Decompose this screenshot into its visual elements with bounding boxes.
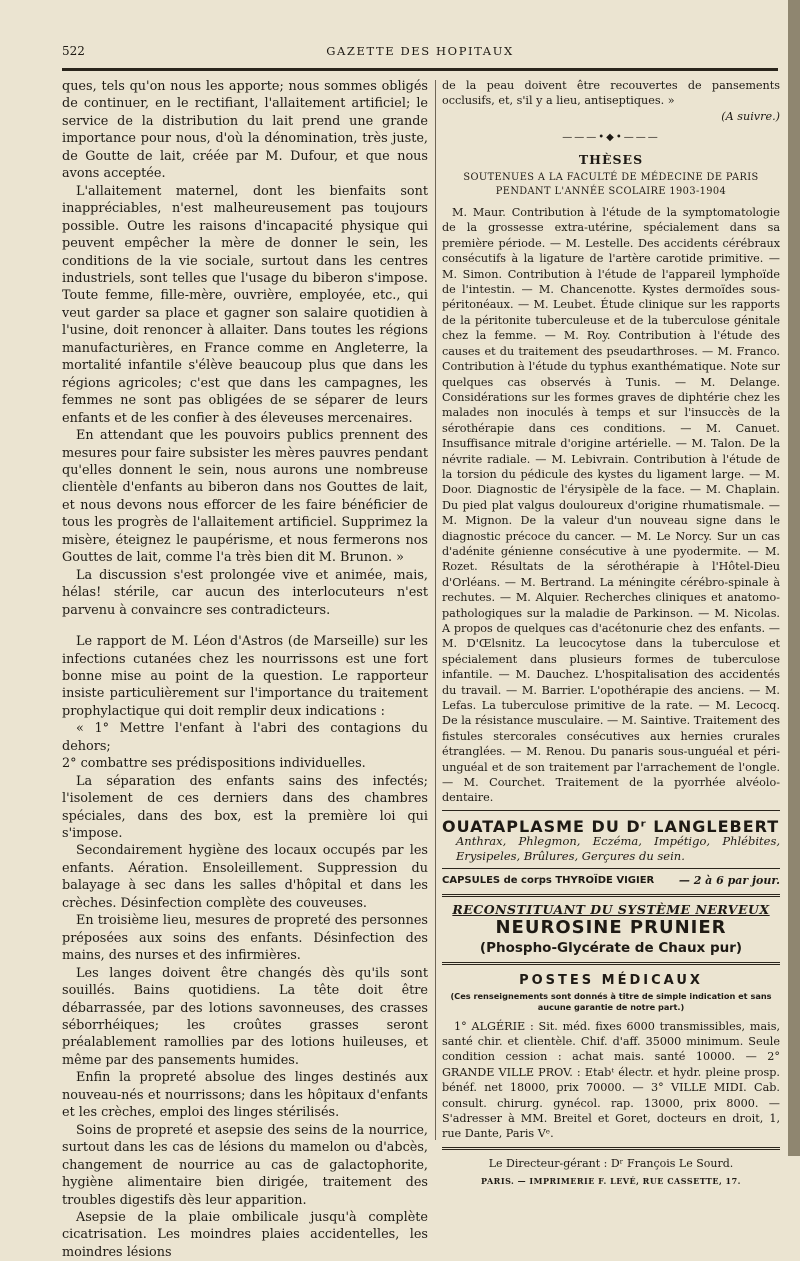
paragraph: 2° combattre ses prédispositions individuelles. — [62, 756, 366, 772]
imprimerie: PARIS. — IMPRIMERIE F. LEVÉ, RUE CASSETTE, 17. — [481, 1176, 741, 1187]
page-header — [62, 44, 778, 64]
paragraph: La séparation des enfants sains des infectés; l'isolement de ces derniers dans des chambres spéciales, dans des box, est la première loi qui s'impose. — [62, 773, 428, 842]
postes-list: 1° ALGÉRIE : Sit. méd. fixes 6000 transmissibles, mais, santé chir. et clientèle. Chif. d'aff. 35000 minimum. Seule condition cession : achat mais. santé 10000. — 2° GRANDE VILLE PROV. : Etabᵗ électr. et hydr. pleine prosp. bénéf. net 18000, prix 70000. — 3° VILLE MIDI. Cab. consult. chirurg. gynécol. rap. 13000, prix 8000. — S'adresser à MM. Breitel et Goret, docteurs en droit, 1, rue Dante, Paris Vᵉ. — [442, 1019, 780, 1141]
theses-title: THÈSES — [578, 151, 644, 167]
paragraph: ques, tels qu'on nous les apporte; nous sommes obligés de continuer, en le rectifiant, l'allaitement artificiel; le service de la distribution du lait prend une grande importance pour nous, d'où la dénomination, très juste, de Goutte de lait, créée par M. Dufour, et que nous avons acceptée. — [62, 79, 428, 182]
paragraph: Soins de propreté et asepsie des seins de la nourrice, surtout dans les cas de lésions du mamelon ou d'abcès, changement de nourrice au cas de galactophorite, hygiène alimentaire bien dirigée, traitement des troubles digestifs dès leur apparition. — [62, 1122, 428, 1208]
ad-neurosine-line3: (Phospho-Glycérate de Chaux pur) — [479, 940, 743, 957]
page-number: 522 — [62, 44, 85, 58]
ad-neurosine-line1: RECONSTITUANT DU SYSTÈME NERVEUX — [452, 901, 770, 917]
paragraph: Le rapport de M. Léon d'Astros (de Marseille) sur les infections cutanées chez les nourrissons est une fort bonne mise au point de la question. Le rapporteur insiste particulièrement sur l'importance du traitement prophylactique qui doit remplir deux indications : — [62, 634, 428, 719]
header-rule — [62, 68, 778, 71]
double-divider — [442, 1147, 780, 1150]
ad-neurosine — [442, 902, 780, 957]
page-edge — [788, 0, 800, 1156]
theses-body — [442, 205, 780, 806]
double-divider — [442, 962, 780, 965]
a-suivre: (A suivre.) — [721, 109, 780, 123]
theses-list: M. Maur. Contribution à l'étude de la symptomatologie de la grossesse extra-utérine, spécialement dans sa première période. — M. Lestelle. Des accidents cérébraux consécutifs à la ligature de l'artère carotide primitive. — M. Simon. Contribution à l'étude de l'appareil lymphoïde de l'intestin. — M. Chancenotte. Kystes dermoïdes sous-péritonéaux. — M. Leubet. Étude clinique sur les rapports de la péritonite tuberculeuse et de la tuberculose génitale chez la femme. — M. Roy. Contribution à l'étude des causes et du traitement des pseudarthroses. — M. Franco. Contribution à l'étude du typhus exanthématique. Note sur quelques cas observés à Tunis. — M. Delange. Considérations sur les formes graves de diphtérie chez les malades non inoculés à temps et sur l'insuccès de la sérothérapie dans ces conditions. — M. Canuet. Insuffisance mitrale d'origine artérielle. — M. Talon. De la névrite radiale. — M. Lebivrain. Contribution à l'étude de la torsion du pédicule des kystes du ligament large. — M. Door. Diagnostic de l'érysipèle de la face. — M. Chaplain. Du pied plat valgus douloureux d'origine rhumatismale. — M. Mignon. De la valeur d'un nouveau signe dans le diagnostic précoce du cancer. — M. Le Norcy. Sur un cas d'adénite génienne consécutive à une pyodermite. — M. Rozet. Résultats de la sérothérapie à l'Hôtel-Dieu d'Orléans. — M. Bertrand. La méningite cérébro-spinale à rechutes. — M. Alquier. Recherches cliniques et anatomo-pathologiques sur la maladie de Parkinson. — M. Nicolas. A propos de quelques cas d'acétonurie chez des enfants. — M. D'Œlsnitz. La leucocytose dans la tuberculose et spécialement dans plusieurs formes de tuberculose infantile. — M. Dauchez. L'hospitalisation des accidentés du travail. — M. Barrier. L'opothérapie des anciens. — M. Lefas. La tuberculose primitive de la rate. — M. Lecocq. De la résistance musculaire. — M. Saintive. Traitement des fistules stercorales consécutives aux hernies crurales étranglées. — M. Renou. Du panaris sous-unguéal et péri-unguéal et de son traitement par l'arrachement de l'ongle. — M. Courchet. Traitement de la pyorrhée alvéolo-dentaire. — [442, 206, 780, 805]
paragraph: « 1° Mettre l'enfant à l'abri des contagions du dehors; — [62, 721, 428, 754]
divider — [442, 810, 780, 811]
postes-subtitle: (Ces renseignements sont donnés à titre de simple indication et sans aucune garantie de notre part.) — [450, 990, 772, 1012]
ad-neurosine-line2: NEUROSINE PRUNIER — [495, 917, 727, 939]
paragraph: L'allaitement maternel, dont les bienfaits sont inappréciables, n'est malheureusement pas toujours possible. Outre les raisons d'incapacité physique qui peuvent empêcher la mère de donner le sein, les conditions de la vie sociale, surtout dans les centres industriels, sont telles que l'usage du biberon s'impose. Toute femme, fille-mère, ouvrière, employée, etc., qui veut garder sa place et gagner son salaire quotidien à l'usine, doit renoncer à allaiter. Dans toutes les régions manufacturières, en France comme en Angleterre, la mortalité infantile s'élève beaucoup plus que dans les régions agricoles; c'est que dans les campagnes, les femmes ne sont pas obligées de se séparer de leurs enfants et de les confier à des éleveuses mercenaires. — [62, 183, 428, 426]
continuation-text: de la peau doivent être recouvertes de pansements occlusifs, et, s'il y a lieu, antiseptiques. » — [442, 79, 780, 108]
theses-subtitle-line: SOUTENUES A LA FACULTÉ DE MÉDECINE DE PARIS — [463, 172, 759, 184]
postes-title: POSTES MÉDICAUX — [519, 973, 703, 989]
paragraph: Les langes doivent être changés dès qu'ils sont souillés. Bains quotidiens. La tête doit être débarrassée, par des lotions savonneuses, des crasses séborrhéiques; les croûtes grasses seront préalablement ramollies par des lotions huileuses, et même par des pansements humides. — [62, 965, 428, 1068]
paragraph: En troisième lieu, mesures de propreté des personnes préposées aux soins des enfants. Désinfection des mains, des nurses et des infirmières. — [62, 913, 428, 964]
ad-capsules-text: CAPSULES de corps THYROÏDE VIGIER — [442, 875, 655, 887]
ad-ouataplasme-headline: OUATAPLASME DU Dʳ LANGLEBERT — [442, 816, 780, 836]
column-separator — [435, 80, 436, 1140]
directeur-gerant: Le Directeur-gérant : Dʳ François Le Sourd. — [488, 1156, 734, 1170]
ornament-divider: ———•◆•——— — [562, 132, 660, 144]
ad-ouataplasme — [442, 816, 780, 864]
theses-subtitle-line: PENDANT L'ANNÉE SCOLAIRE 1903-1904 — [495, 186, 727, 198]
double-divider — [442, 894, 780, 897]
divider — [442, 868, 780, 869]
ad-ouataplasme-subtitle: Anthrax, Phlegmon, Eczéma, Impétigo, Phlébites, Erysipeles, Brûlures, Gerçures du sein. — [456, 834, 780, 864]
left-column — [62, 78, 428, 1260]
theses-subtitle — [442, 171, 780, 199]
paragraph: La discussion s'est prolongée vive et animée, mais, hélas! stérile, car aucun des interlocuteurs n'est parvenu à convaincre ses contradicteurs. — [62, 567, 428, 618]
running-title: GAZETTE DES HOPITAUX — [326, 44, 514, 58]
paragraph: Enfin la propreté absolue des linges destinés aux nouveau-nés et nourrissons; dans les hôpitaux d'enfants et les crèches, emploi des linges stérilisés. — [62, 1070, 428, 1121]
postes-body — [442, 1019, 780, 1142]
paragraph: Secondairement hygiène des locaux occupés par les enfants. Aération. Ensoleillement. Suppression du balayage à sec dans les salles d'hôpital et dans les crèches. Désinfection complète des couveuses. — [62, 843, 428, 911]
right-column — [442, 78, 780, 1187]
ad-capsules — [442, 873, 780, 888]
section-gap — [62, 619, 428, 633]
paragraph: Asepsie de la plaie ombilicale jusqu'à complète cicatrisation. Les moindres plaies accidentelles, les moindres lésions — [62, 1210, 428, 1260]
paragraph: En attendant que les pouvoirs publics prennent des mesures pour faire subsister les mères pauvres pendant qu'elles donnent le sein, nous aurons une nombreuse clientèle d'enfants au biberon dans nos Gouttes de lait, et nous devons nous efforcer de les faire bénéficier de tous les progrès de l'allaitement artificiel. Supprimez la misère, éteignez le paupérisme, et nous fermerons nos Gouttes de lait, comme l'a très bien dit M. Brunon. » — [62, 428, 428, 566]
ad-capsules-dose: — 2 à 6 par jour. — [678, 874, 780, 888]
